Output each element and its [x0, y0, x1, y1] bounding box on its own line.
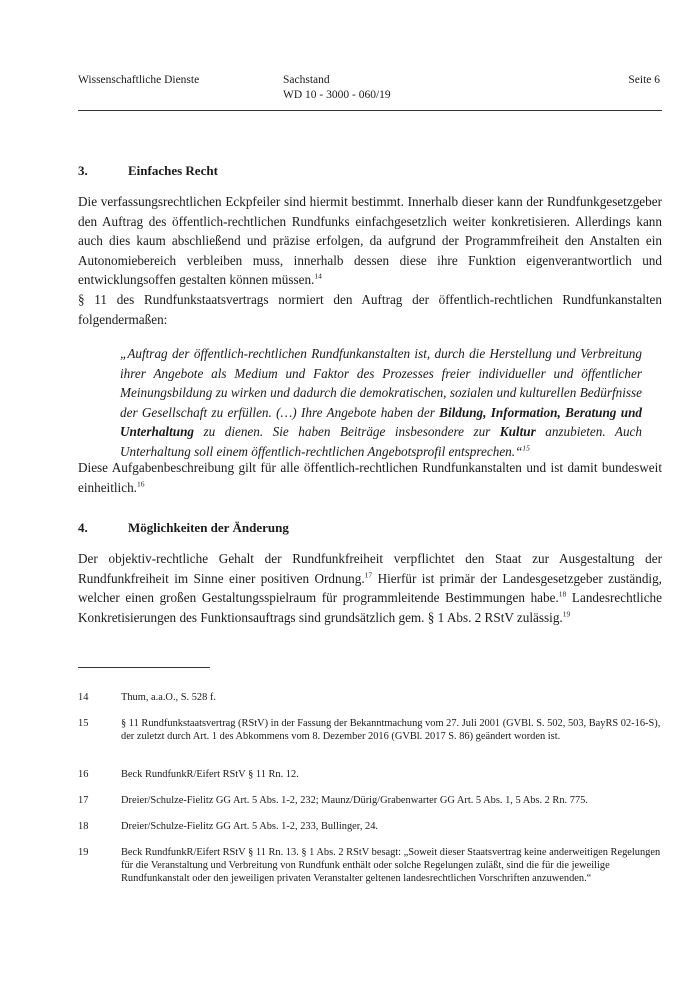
- section-4-paragraph-1: [78, 549, 662, 627]
- header-doc-type: Sachstand: [283, 74, 330, 86]
- footnote-15: [78, 717, 664, 743]
- section-4-title: Möglichkeiten der Änderung: [128, 520, 289, 535]
- footnote-number: 15: [78, 718, 89, 729]
- footnote-text: Dreier/Schulze-Fielitz GG Art. 5 Abs. 1-2, 233, Bullinger, 24.: [121, 821, 378, 832]
- footnote-number: 18: [78, 821, 89, 832]
- section-3-number: 3.: [78, 163, 88, 178]
- quote-bold-text: Bildung, Information, Beratung und Unterhaltung: [120, 404, 642, 439]
- footnote-number: 16: [78, 769, 89, 780]
- footnote-16: [78, 768, 664, 781]
- section-3-paragraph-1: [78, 192, 662, 290]
- footnote-number: 17: [78, 795, 89, 806]
- section-4-number: 4.: [78, 520, 88, 535]
- section-3-title: Einfaches Recht: [128, 163, 218, 178]
- header-rule: [78, 110, 662, 111]
- footnote-ref[interactable]: 16: [136, 479, 145, 489]
- section-3-paragraph-2: [78, 290, 662, 329]
- header-page-number: Seite 6: [628, 74, 660, 86]
- footnote-ref[interactable]: 14: [314, 271, 322, 281]
- paragraph-text: Landesrechtliche Konkretisierungen des Funktionsauftrags sind grundsätzlich gem. § 1 Abs. 2 RStV zulässig.: [78, 590, 662, 625]
- footnote-ref[interactable]: 18: [558, 589, 567, 599]
- quote-bold-text: Kultur: [499, 424, 536, 439]
- paragraph-text: § 11 des Rundfunkstaatsvertrags normiert den Auftrag der öffentlich-rechtlichen Rundfunkanstalten folgendermaßen:: [78, 292, 662, 327]
- paragraph-text: Hierfür ist primär der Landesgesetzgeber zuständig, welcher einen großen Gestaltungsspielraum für programmleitende Bestimmungen habe.: [78, 570, 662, 605]
- section-3-quote: [120, 344, 642, 461]
- footnote-19: [78, 846, 664, 886]
- footnote-number: 14: [78, 692, 89, 703]
- footnote-text: Dreier/Schulze-Fielitz GG Art. 5 Abs. 1-2, 232; Maunz/Dürig/Grabenwarter GG Art. 5 Abs. 1, 5 Abs. 2 Rn. 775.: [121, 795, 588, 806]
- footnote-text: Beck RundfunkR/Eifert RStV § 11 Rn. 12.: [121, 769, 299, 780]
- quote-text: „Auftrag der öffentlich-rechtlichen Rundfunkanstalten ist, durch die Herstellung und Verbreitung ihrer Angebote als Medium und Faktor des Prozesses freier individueller und öffentlicher Meinungsbildung zu wirken und dadurch die demokratischen, sozialen und kulturellen Bedürfnisse der Gesellschaft zu erfüllen. (…) Ihre Angebote haben der: [120, 346, 642, 420]
- section-4-heading: [78, 520, 289, 536]
- footnote-separator: [78, 667, 210, 668]
- quote-text: zu dienen. Sie haben Beiträge insbesondere zur: [194, 424, 500, 439]
- footnote-text: § 11 Rundfunkstaatsvertrag (RStV) in der Fassung der Bekanntmachung vom 27. Juli 2001 (GVBl. S. 502, 503, BayRS 02-16-S), der zuletzt durch Art. 1 des Abkommens vom 8. Dezember 2016 (GVBl. 2017 S. 86) geändert worden ist.: [121, 718, 661, 743]
- footnote-text: Thum, a.a.O., S. 528 f.: [121, 692, 216, 703]
- paragraph-text: Die verfassungsrechtlichen Eckpfeiler sind hiermit bestimmt. Innerhalb dieser kann der Rundfunkgesetzgeber den Auftrag des öffentlich-rechtlichen Rundfunks einfachgesetzlich weiter konkretisieren. Allerdings kann auch dies kaum abschließend und präzise erfolgen, da aufgrund der Programmfreiheit den Anstalten ein Autonomiebereich verbleiben muss, innerhalb dessen diese ihre Funktion eigenverantwortlich und entwicklungsoffen gestalten können müssen.: [78, 194, 662, 287]
- section-3-paragraph-3: [78, 458, 662, 497]
- paragraph-text: Der objektiv-rechtliche Gehalt der Rundfunkfreiheit verpflichtet den Staat zur Ausgestaltung der Rundfunkfreiheit im Sinne einer positiven Ordnung.: [78, 551, 662, 586]
- footnote-17: [78, 794, 664, 807]
- paragraph-text: Diese Aufgabenbeschreibung gilt für alle öffentlich-rechtlichen Rundfunkanstalten und ist damit bundesweit einheitlich.: [78, 460, 662, 495]
- quote-text: anzubieten. Auch Unterhaltung soll einem öffentlich-rechtlichen Angebotsprofil entsprechen.“: [120, 424, 642, 459]
- footnote-ref[interactable]: 19: [562, 609, 571, 619]
- footnote-18: [78, 820, 664, 833]
- footnote-14: [78, 691, 664, 704]
- header-institution: Wissenschaftliche Dienste: [78, 74, 200, 86]
- footnote-text: Beck RundfunkR/Eifert RStV § 11 Rn. 13. § 1 Abs. 2 RStV besagt: „Soweit dieser Staatsvertrag keine anderweitigen Regelungen für die Veranstaltung und Verbreitung von Rundfunk enthält oder solche Regelungen zuläßt, sind die für die jeweilige Rundfunkanstalt oder den jeweiligen privaten Veranstalter geltenen landesrechtlichen Vorschriften anzuwenden.“: [121, 847, 661, 885]
- header-doc-number: WD 10 - 3000 - 060/19: [283, 89, 391, 101]
- section-3-heading: [78, 163, 218, 179]
- footnote-number: 19: [78, 847, 89, 858]
- footnote-ref[interactable]: 17: [364, 570, 373, 580]
- footnote-ref[interactable]: 15: [522, 443, 530, 453]
